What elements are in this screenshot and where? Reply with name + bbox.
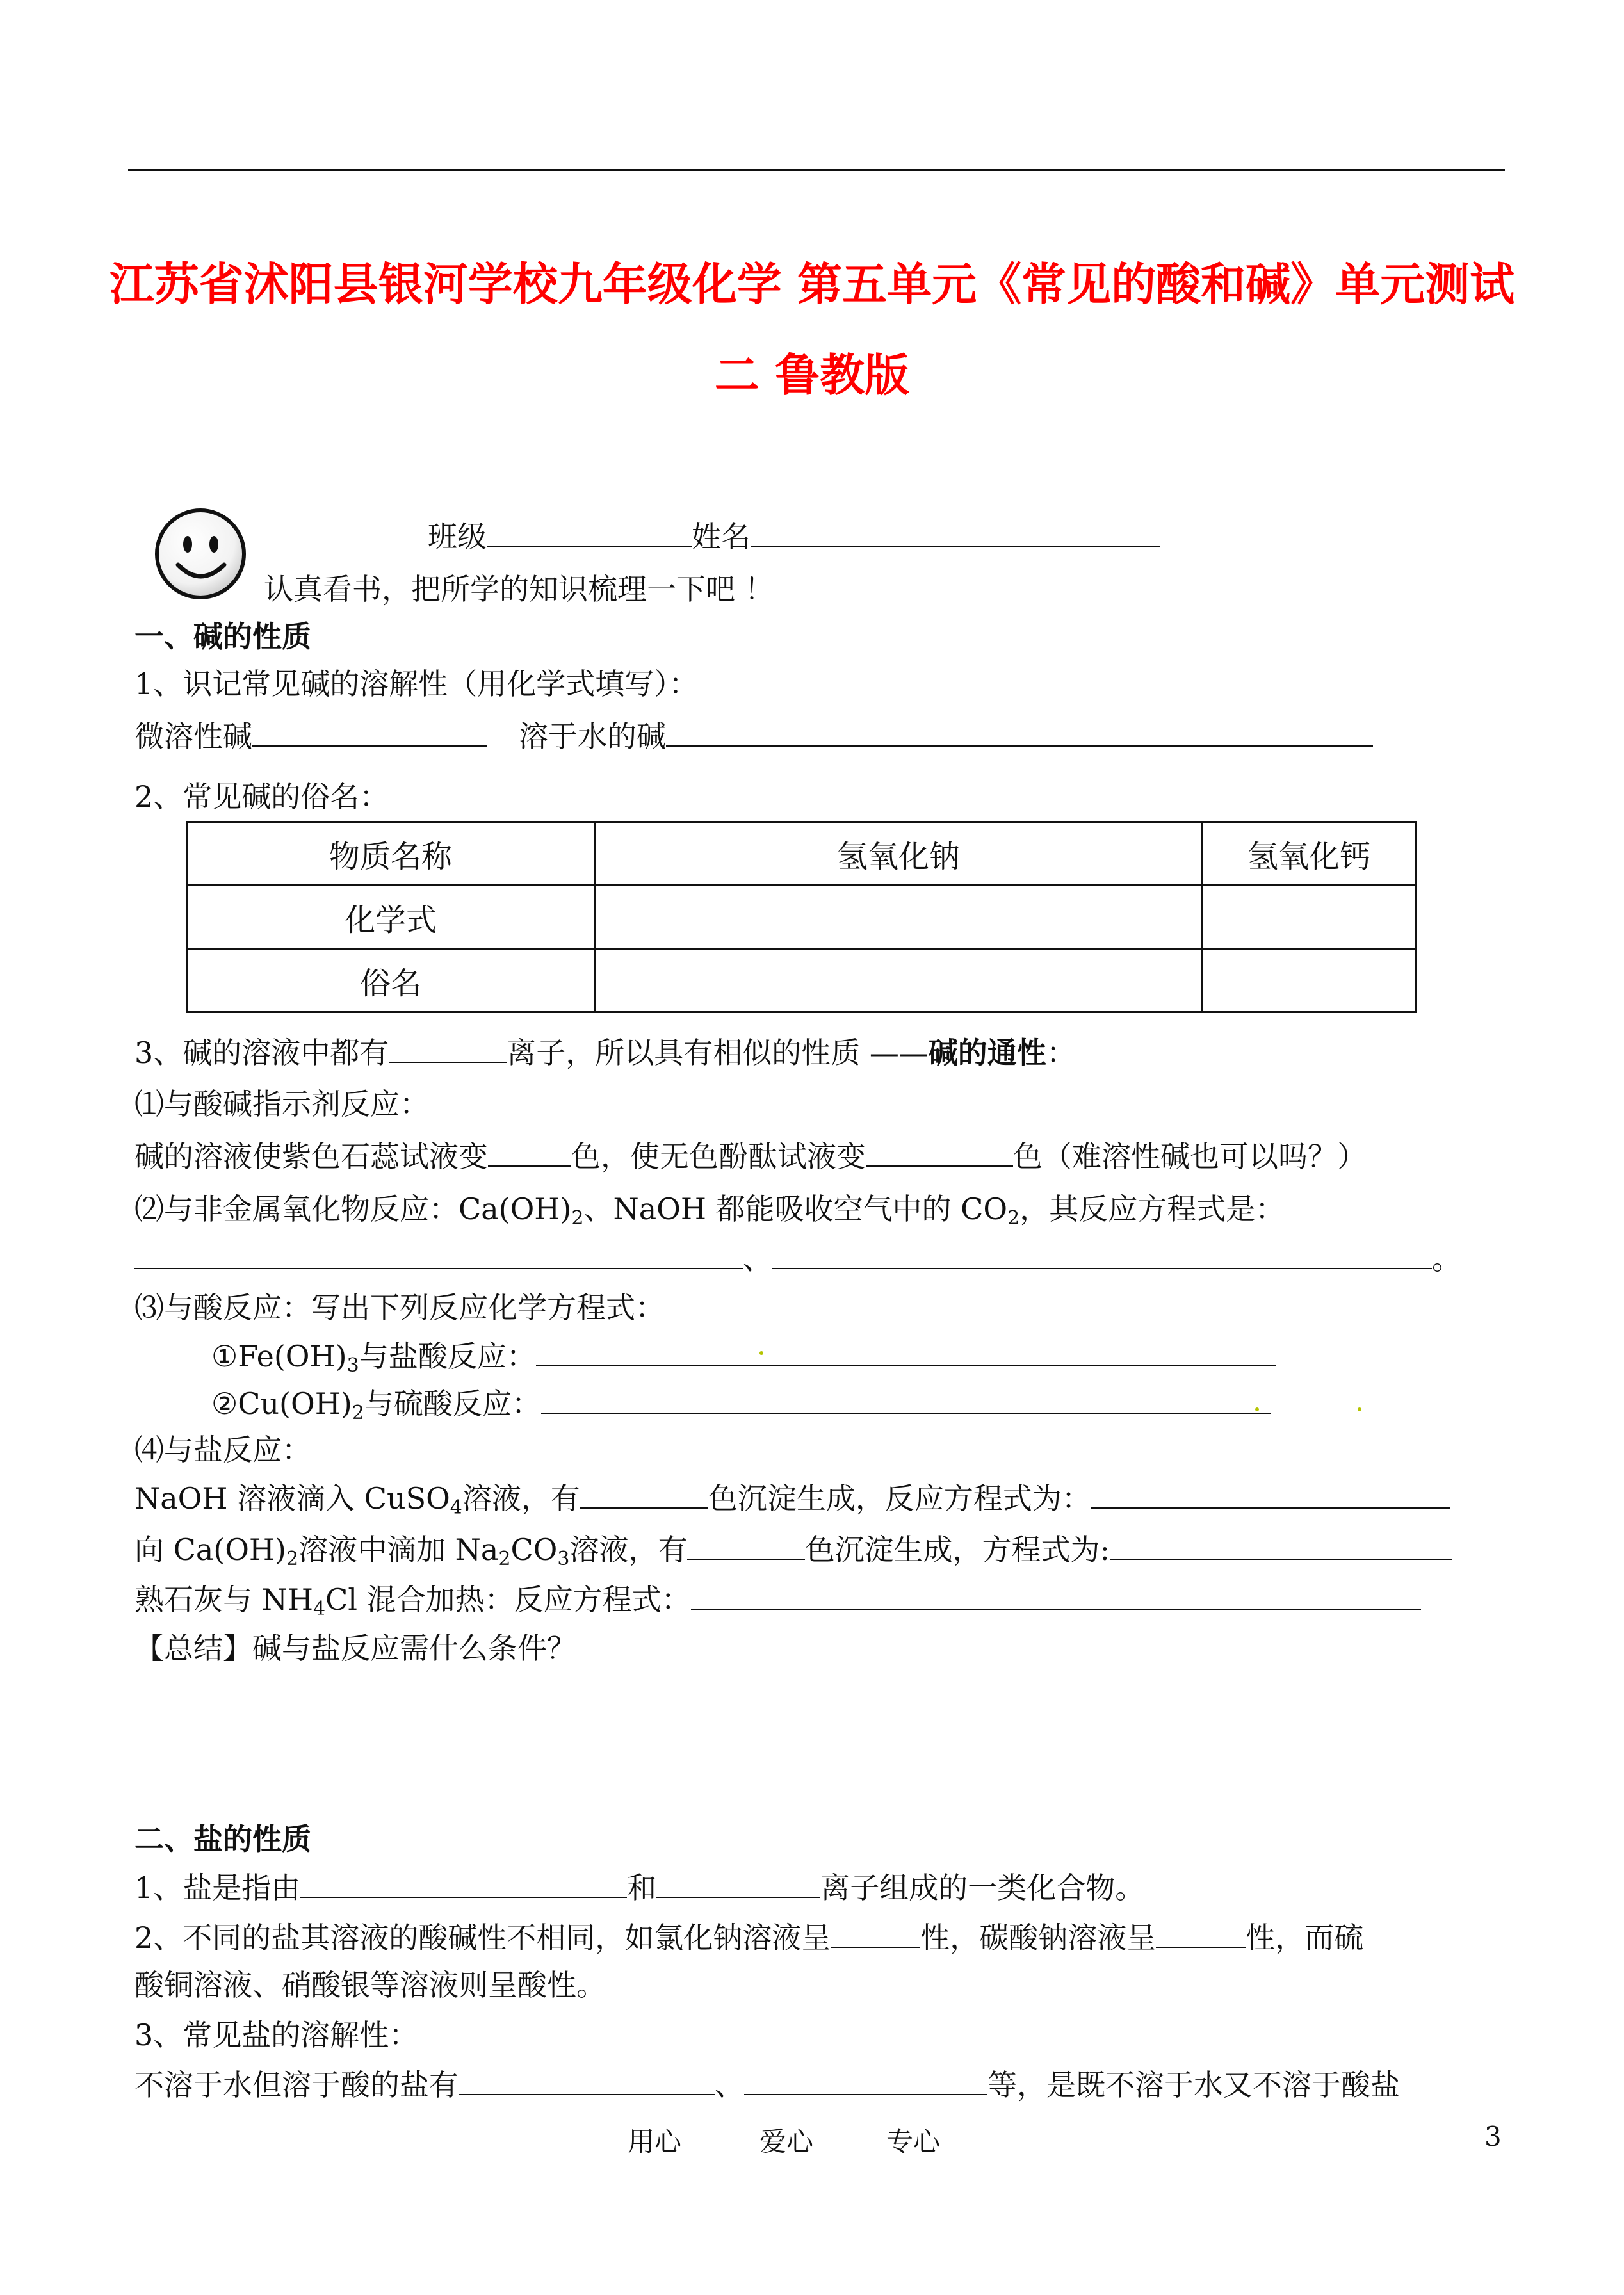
p4-heading: ⑷与盐反应： [134, 1432, 311, 1467]
equation-blank[interactable] [772, 1242, 1432, 1269]
p3-1-subscript: 3 [346, 1354, 359, 1377]
s2-q3-line [134, 2066, 1400, 2104]
stray-mark [1255, 1407, 1259, 1411]
p3-2-text-b: 与硫酸反应： [364, 1386, 541, 1421]
table-answer-cell[interactable] [595, 886, 1203, 949]
table-header-cell: 氢氧化钠 [595, 822, 1203, 886]
s2-q3-text-c: 等，是既不溶于水又不溶于酸盐 [987, 2068, 1400, 2102]
p4-2-text-e: 色沉淀生成，方程式为: [805, 1532, 1110, 1567]
p4-2-subscript: 2 [498, 1548, 511, 1570]
class-label: 班级 [428, 519, 487, 554]
s2-q3-heading: 3、常见盐的溶解性： [134, 2018, 419, 2052]
p1-heading: ⑴与酸碱指示剂反应： [134, 1087, 429, 1121]
phenolphthalein-color-blank[interactable] [866, 1140, 1013, 1167]
s2-q1-text-a: 1、盐是指由 [134, 1870, 301, 1905]
s2-q1-text-c: 离子组成的一类化合物。 [820, 1870, 1145, 1905]
p1-text-a: 碱的溶液使紫色石蕊试液变 [134, 1139, 488, 1174]
p4-2-text-c: CO [510, 1532, 558, 1567]
table-row [187, 949, 1416, 1012]
soluble-label: 溶于水的碱 [519, 719, 666, 754]
s2-q1-text-b: 和 [627, 1870, 657, 1905]
table-row [187, 886, 1416, 949]
s2-q3-text-b: 、 [715, 2068, 744, 2102]
class-name-line [428, 517, 1160, 556]
p2-text-b: 、NaOH 都能吸收空气中的 CO [583, 1192, 1008, 1226]
s2-q1-line [134, 1869, 1144, 1907]
p4-1-line [134, 1479, 1450, 1527]
doc-title-line2: 二 鲁教版 [714, 349, 910, 401]
class-input-blank[interactable] [487, 520, 692, 547]
q1-text: 1、识记常见碱的溶解性（用化学式填写）： [134, 667, 699, 701]
section2-heading: 二、盐的性质 [134, 1822, 311, 1856]
p2-subscript: 2 [571, 1207, 584, 1229]
p2-separator: 、 [743, 1242, 772, 1276]
p4-3-text-b: Cl 混合加热：反应方程式： [325, 1582, 691, 1617]
section1-heading: 一、碱的性质 [134, 619, 311, 654]
slight-soluble-blank[interactable] [252, 720, 487, 747]
footer-motto-2: 爱心 [759, 2126, 814, 2157]
acidity-blank[interactable] [831, 1921, 920, 1948]
p2-end-mark: 。 [1432, 1242, 1461, 1276]
q3-text-a: 3、碱的溶液中都有 [134, 1035, 389, 1070]
p4-2-text-a: 向 Ca(OH) [134, 1532, 286, 1567]
s2-q2-line2: 酸铜溶液、硝酸银等溶液则呈酸性。 [134, 1968, 606, 2002]
p1-text-c: 色（难溶性碱也可以吗？） [1013, 1139, 1367, 1174]
equation-blank[interactable] [1091, 1482, 1450, 1509]
p4-3-subscript: 4 [313, 1598, 326, 1620]
equation-blank[interactable] [1110, 1533, 1452, 1560]
p4-2-text-b: 溶液中滴加 Na [298, 1532, 499, 1567]
p4-1-text-b: 溶液，有 [462, 1481, 580, 1516]
table-cell: 俗名 [187, 949, 595, 1012]
base-general-properties: 碱的通性 [928, 1035, 1046, 1070]
ion-blank[interactable] [656, 1871, 820, 1898]
p4-1-subscript: 4 [450, 1496, 462, 1519]
p2-subscript: 2 [1007, 1207, 1020, 1229]
summary-text: 【总结】碱与盐反应需什么条件？ [134, 1631, 576, 1666]
q3-line [134, 1034, 1076, 1072]
equation-blank[interactable] [134, 1242, 743, 1269]
p4-2-subscript: 2 [286, 1548, 299, 1570]
ion-blank[interactable] [300, 1871, 627, 1898]
p2-text-c: ，其反应方程式是： [1019, 1192, 1285, 1226]
p4-1-text-a: NaOH 溶液滴入 CuSO [134, 1481, 450, 1516]
s2-q2-text-c: 性，而硫 [1246, 1920, 1364, 1955]
litmus-color-blank[interactable] [488, 1140, 571, 1167]
equation-blank[interactable] [541, 1387, 1271, 1414]
intro-text: 认真看书，把所学的知识梳理一下吧 ！ [264, 572, 774, 606]
s2-q2-text-b: 性，碳酸钠溶液呈 [920, 1920, 1157, 1955]
slight-soluble-label: 微溶性碱 [134, 719, 252, 754]
equation-blank[interactable] [691, 1583, 1421, 1610]
stray-mark [1358, 1407, 1361, 1411]
p2-line [134, 1190, 1285, 1238]
page-number: 3 [1484, 2121, 1502, 2152]
salt-blank[interactable] [459, 2068, 715, 2095]
table-header-cell: 物质名称 [187, 822, 595, 886]
p4-2-text-d: 溶液，有 [569, 1532, 688, 1567]
p1-line [134, 1137, 1367, 1176]
s2-q3-text-a: 不溶于水但溶于酸的盐有 [134, 2068, 459, 2102]
q1-answer-line [134, 717, 1373, 756]
precipitate-color-blank[interactable] [580, 1482, 708, 1509]
table-cell: 化学式 [187, 886, 595, 949]
soluble-blank[interactable] [666, 720, 1373, 747]
doc-title-line1: 江苏省沭阳县银河学校九年级化学 第五单元《常见的酸和碱》单元测试 [109, 258, 1515, 311]
p3-1-text-b: 与盐酸反应： [359, 1339, 536, 1374]
footer-motto-1: 用心 [628, 2126, 682, 2157]
p3-2-line [211, 1384, 1271, 1432]
precipitate-color-blank[interactable] [687, 1533, 805, 1560]
p4-2-line [134, 1530, 1452, 1578]
q3-colon: ： [1046, 1035, 1076, 1070]
table-answer-cell[interactable] [595, 949, 1203, 1012]
name-input-blank[interactable] [751, 520, 1160, 547]
p4-3-text-a: 熟石灰与 NH [134, 1582, 313, 1617]
s2-q2-line [134, 1918, 1363, 1957]
p2-answer-line [134, 1240, 1461, 1278]
p2-text-a: ⑵与非金属氧化物反应：Ca(OH) [134, 1192, 572, 1226]
table-header-cell: 氢氧化钙 [1203, 822, 1416, 886]
p1-text-b: 色，使无色酚酞试液变 [571, 1139, 866, 1174]
table-header-row [187, 822, 1416, 886]
table-answer-cell[interactable] [1203, 886, 1416, 949]
name-label: 姓名 [692, 519, 751, 554]
s2-q2-text-a: 2、不同的盐其溶液的酸碱性不相同，如氯化钠溶液呈 [134, 1920, 831, 1955]
salt-blank[interactable] [744, 2068, 987, 2095]
stray-mark [759, 1351, 763, 1355]
p3-1-text-a: ①Fe(OH) [211, 1339, 347, 1374]
q2-text: 2、常见碱的俗名： [134, 779, 389, 814]
p3-heading: ⑶与酸反应：写出下列反应化学方程式： [134, 1290, 665, 1325]
ion-blank[interactable] [389, 1036, 507, 1063]
p3-2-text-a: ②Cu(OH) [211, 1386, 352, 1421]
p3-2-subscript: 2 [352, 1402, 364, 1424]
base-names-table [186, 821, 1417, 1013]
smiley-face-icon [152, 506, 248, 602]
acidity-blank[interactable] [1156, 1921, 1246, 1948]
header-rule [128, 169, 1505, 171]
p4-1-text-c: 色沉淀生成，反应方程式为： [708, 1481, 1091, 1516]
p3-1-line [211, 1337, 1276, 1385]
footer-motto-3: 专心 [886, 2126, 941, 2157]
p4-2-subscript: 3 [557, 1548, 570, 1570]
table-answer-cell[interactable] [1203, 949, 1416, 1012]
q3-text-b: 离子，所以具有相似的性质 —— [507, 1035, 929, 1070]
p4-3-line [134, 1580, 1421, 1628]
equation-blank[interactable] [536, 1340, 1276, 1366]
